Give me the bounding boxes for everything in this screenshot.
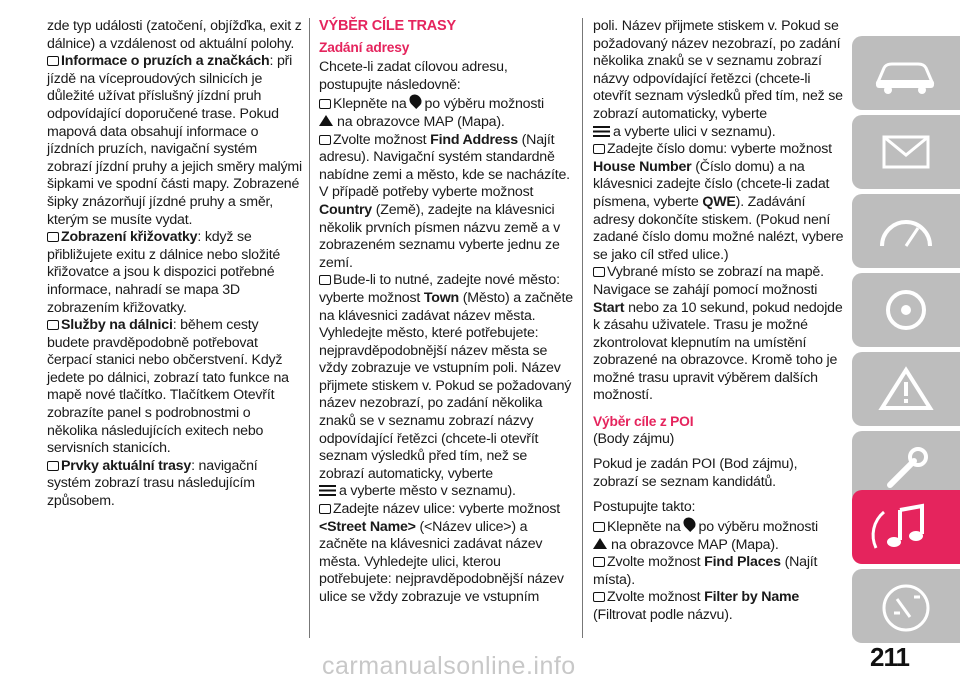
step-filter-name: Zvolte možnost Filter by Name (Filtrovat podle názvu). xyxy=(593,589,800,623)
step-town: Bude-li to nutné, zadejte nové město: vyberte možnost Town (Město) a začněte na klávesnici zadávat název města. Vyhledejte město, které potřebujete: nejpravděpodobnější název města se vždy zobrazuje ve vstupním poli. Název přijmete stiskem v. Pokud se požadovaný název nezobrazí, po zadání několika znaků se v seznamu zobrazí názvy odpovídající řetězci (chcete-li otevřít seznam výsledků před tím, než se zobrazí automaticky, vyberte a vyberte město v seznamu). xyxy=(319,272,573,500)
checkbox-bullet-icon xyxy=(47,232,59,242)
paragraph-intro: Chcete-li zadat cílovou adresu, postupujte následovně: xyxy=(319,59,508,93)
navigation-arrow-icon xyxy=(319,115,333,126)
bullet-lane-info: Informace o pruzích a značkách: při jízdě na víceproudových silnicích je důležité užívat příslušný jízdní pruh odpovídající doporučené trase. Pokud mapová data obsahují informace o jízdních pruzích, navigační systém zobrazí jízdní pruhy a jejich směry malými šipkami ve spodní části mapy. Zobrazené šipky znázorňují jízdné pruhy a směr, kterým se musíte vydat. xyxy=(47,53,302,228)
subsection-heading-poi: Výběr cíle z POI xyxy=(593,414,694,430)
bullet-route-elements: Prvky aktuální trasy: navigační systém zobrazí trasu následujícím způsobem. xyxy=(47,457,258,510)
step-start: Vybrané místo se zobrazí na mapě. Navigace se zahájí pomocí možnosti Start nebo za 10 sekund, pokud nedojde k zásahu uživatele. Trasu je možné zkontrolovat klepnutím na umístění zobrazené na obrazovce. Kromě toho je možné trasu upravit výběrem dalších možností. xyxy=(593,264,843,404)
chapter-tab-safety[interactable] xyxy=(852,273,960,347)
chapter-tab-instruments[interactable] xyxy=(852,194,960,268)
envelope-icon xyxy=(870,127,940,177)
checkbox-bullet-icon xyxy=(319,504,331,514)
checkbox-bullet-icon xyxy=(593,267,605,277)
subsection-heading: Zadání adresy xyxy=(319,39,410,55)
alphabet-index-icon xyxy=(870,581,940,635)
menu-lines-icon xyxy=(593,126,610,137)
paragraph-poi-note: (Body zájmu) xyxy=(593,430,675,447)
text-column-1 xyxy=(47,18,303,511)
checkbox-bullet-icon xyxy=(47,461,59,471)
step-street: Zadejte název ulice: vyberte možnost <Street Name> (<Název ulice>) a začněte na klávesnici zadávat název města. Vyhledejte ulici, kterou potřebujete: nejpravděpodobnější název ulice se vždy zobrazuje ve vstupním xyxy=(319,501,564,605)
checkbox-bullet-icon xyxy=(47,56,59,66)
page-number: 211 xyxy=(870,642,909,672)
step-find-address: Zvolte možnost Find Address (Najít adresu). Navigační systém standardně nabídne zemi a město, kde se nacházíte. V případě potřeby vyberte možnost Country (Země), zadejte na klávesnici několik prvních písmen názvu země a v zobrazeném seznamu vyberte jednu ze zemí. xyxy=(319,131,570,271)
checkbox-bullet-icon xyxy=(593,522,605,532)
map-pin-icon xyxy=(407,92,424,109)
step-find-places: Zvolte možnost Find Places (Najít místa). xyxy=(593,554,818,588)
car-icon xyxy=(870,48,940,98)
warning-triangle-icon xyxy=(870,364,940,414)
chapter-tab-index[interactable] xyxy=(852,569,960,643)
bullet-junction-view: Zobrazení křižovatky: když se přibližujete exitu z dálnice nebo složité křižovatce a jsou k dispozici potřebné informace, nahradí se mapa 3D zobrazením křižovatky. xyxy=(47,229,281,316)
step-house-number: Zadejte číslo domu: vyberte možnost House Number (Číslo domu) a na klávesnici zadejte číslo (chcete-li zadat písmena, vyberte QWE). Zadávání adresy dokončíte stiskem. (Pokud není zadané číslo domu možné nalézt, vybere se jako cíl střed ulice.) xyxy=(593,141,844,263)
paragraph-poi-candidates: Pokud je zadán POI (Bod zájmu), zobrazí se seznam kandidátů. xyxy=(593,456,798,490)
column-divider xyxy=(309,18,310,638)
watermark: carmanualsonline.info xyxy=(322,652,576,680)
text-column-2 xyxy=(319,18,573,607)
checkbox-bullet-icon xyxy=(319,275,331,285)
chapter-tab-car[interactable] xyxy=(852,36,960,110)
paragraph-steps-intro: Postupujte takto: xyxy=(593,499,696,516)
paragraph-continued: poli. Název přijmete stiskem v. Pokud se požadovaný název nezobrazí, po zadání několika znaků se v seznamu zobrazí názvy odpovídající řetězci (chcete-li otevřít seznam výsledků před tím, než se zobrazí automaticky, vyberte a vyberte ulici v seznamu). xyxy=(593,18,843,140)
chapter-tab-multimedia[interactable] xyxy=(852,490,960,564)
map-pin-icon xyxy=(681,515,698,532)
step-tap: Klepněte na po výběru možnosti na obrazovce MAP (Mapa). xyxy=(319,94,573,131)
chapter-tab-emergency[interactable] xyxy=(852,352,960,426)
steering-icon xyxy=(870,285,940,335)
paragraph-intro: zde typ události (zatočení, objížďka, exit z dálnice) a vzdálenost od aktuální polohy. xyxy=(47,18,302,52)
column-divider xyxy=(582,18,583,638)
checkbox-bullet-icon xyxy=(593,557,605,567)
checkbox-bullet-icon xyxy=(593,592,605,602)
gauge-icon xyxy=(870,206,940,256)
text-column-3 xyxy=(593,18,846,625)
navigation-arrow-icon xyxy=(593,538,607,549)
checkbox-bullet-icon xyxy=(47,320,59,330)
music-note-icon xyxy=(870,502,940,556)
checkbox-bullet-icon xyxy=(319,135,331,145)
wrench-icon xyxy=(870,443,940,493)
checkbox-bullet-icon xyxy=(593,144,605,154)
chapter-tab-messages[interactable] xyxy=(852,115,960,189)
step-poi-tap: Klepněte na po výběru možnosti na obrazovce MAP (Mapa). xyxy=(593,517,846,554)
bullet-highway-services: Služby na dálnici: během cesty budete pravděpodobně potřebovat čerpací stanici nebo občerstvení. Když jedete po dálnici, zobrazí tato funkce na mapě nové tlačítko. Tlačítkem Otevřít zobrazíte panel s podrobnostmi o několika následujících exitech nebo servisních stanicích. xyxy=(47,317,289,457)
checkbox-bullet-icon xyxy=(319,99,331,109)
section-heading: VÝBĚR CÍLE TRASY xyxy=(319,18,456,34)
menu-lines-icon xyxy=(319,485,336,496)
